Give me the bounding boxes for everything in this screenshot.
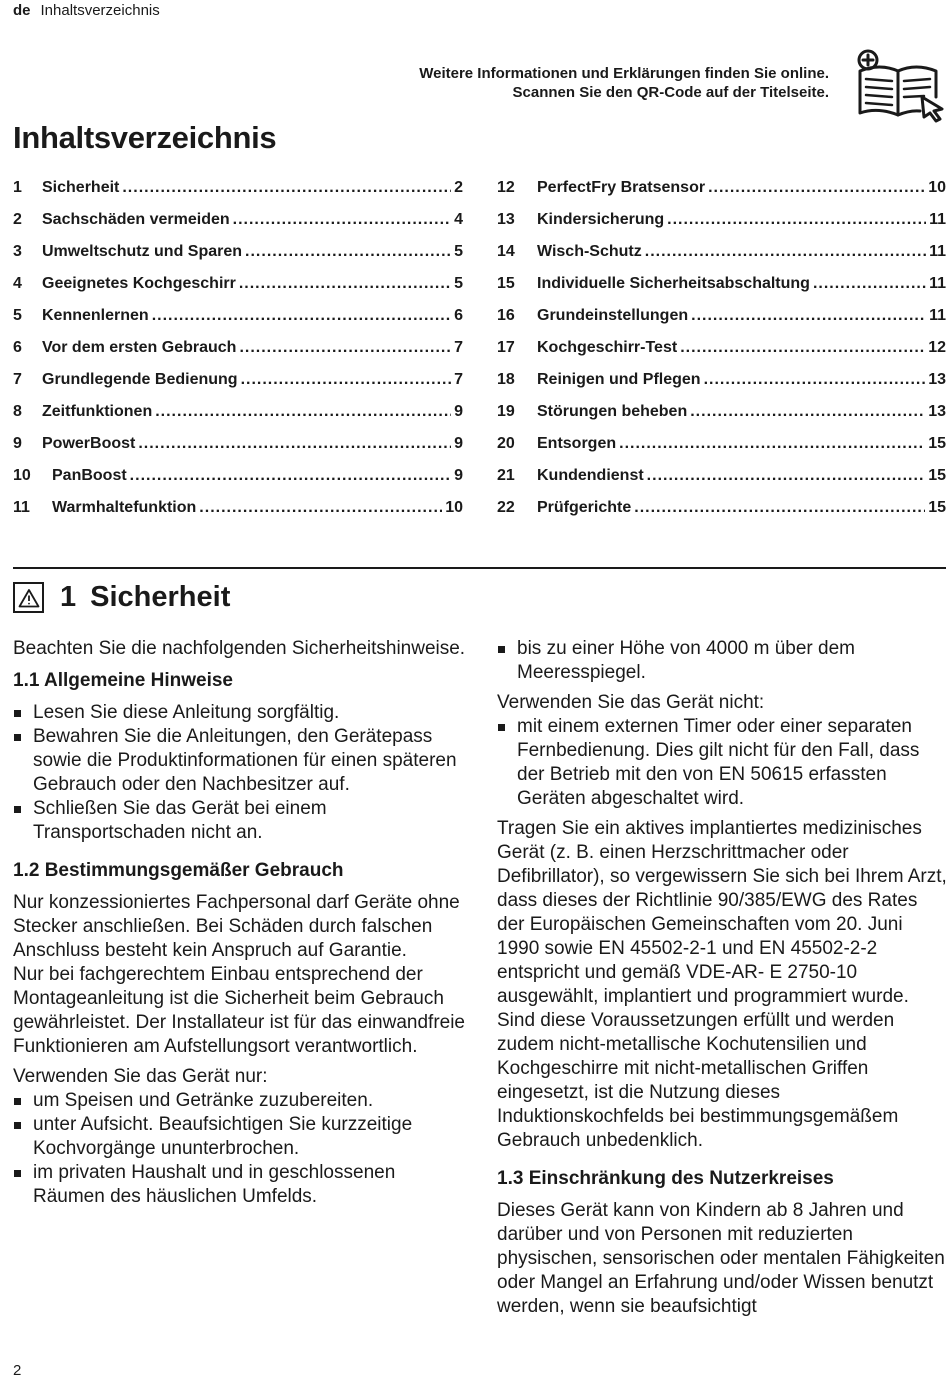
toc-number: 14 <box>497 243 515 260</box>
toc-entry[interactable] <box>13 403 463 435</box>
toc-label: Störungen beheben <box>537 403 688 420</box>
toc-leader <box>667 211 926 229</box>
toc-page: 4 <box>454 211 463 228</box>
toc-leader <box>813 275 926 293</box>
toc-entry[interactable] <box>497 499 946 531</box>
section-intro: Beachten Sie die nachfolgenden Sicherheitshinweise. <box>13 638 466 659</box>
toc-label: Warmhaltefunktion <box>52 499 197 516</box>
list-item: um Speisen und Getränke zuzubereiten. <box>13 1089 468 1113</box>
toc-leader <box>152 307 451 325</box>
toc-leader <box>691 307 926 325</box>
toc-number: 1 <box>13 179 22 196</box>
toc-entry[interactable] <box>497 435 946 467</box>
toc-entry[interactable] <box>497 179 946 211</box>
list-item: Bewahren Sie die Anleitungen, den Gerätepass sowie die Produktinformationen für einen späteren Gebrauch oder den Nachbesitzer auf. <box>13 725 468 797</box>
toc-label: Vor dem ersten Gebrauch <box>42 339 237 356</box>
toc-leader <box>619 435 925 453</box>
warning-triangle-icon <box>13 582 44 613</box>
toc-number: 2 <box>13 211 22 228</box>
toc-entry[interactable] <box>13 499 463 531</box>
toc-leader <box>708 179 925 197</box>
toc-page: 13 <box>928 371 946 388</box>
use-not-list <box>497 715 947 811</box>
toc-page: 9 <box>454 467 463 484</box>
toc-entry[interactable] <box>13 467 463 499</box>
toc-number: 7 <box>13 371 22 388</box>
section-title: Sicherheit <box>90 581 231 613</box>
toc-entry[interactable] <box>13 307 463 339</box>
toc-leader <box>130 467 451 485</box>
toc-page: 11 <box>929 243 946 260</box>
toc-leader <box>680 339 925 357</box>
toc-entry[interactable] <box>497 339 946 371</box>
toc-label: Individuelle Sicherheitsabschaltung <box>537 275 810 292</box>
toc-label: Entsorgen <box>537 435 617 452</box>
use-only-list-continued <box>497 637 947 685</box>
toc-entry[interactable] <box>497 307 946 339</box>
paragraph: Tragen Sie ein aktives implantiertes medizinisches Gerät (z. B. einen Herzschrittmacher oder Defibrillator), so vergewissern Sie sich bei Ihrem Arzt, dass dieses der Richtlinie 90/385/EWG des Rates der Europäischen Gemeinschaften vom 20. Juni 1990 sowie EN 45502-2-1 und EN 45502-2-2 entspricht und gemäß VDE-AR- E 2750-10 ausgewählt, implantiert und programmiert wurde. Sind diese Voraussetzungen erfüllt und werden zudem nicht-metallische Kochutensilien und Kochgeschirre mit nicht-metallischen Griffen eingesetzt, ist die Nutzung dieses Induktionskochfelds bei bestimmungsgemäßem Gebrauch unbedenklich. <box>497 818 947 1151</box>
toc-label: Kennenlernen <box>42 307 149 324</box>
toc-page: 7 <box>454 339 463 356</box>
toc-leader <box>233 211 451 229</box>
toc-number: 11 <box>13 499 30 516</box>
use-not-intro: Verwenden Sie das Gerät nicht: <box>497 692 765 713</box>
toc-entry[interactable] <box>13 339 463 371</box>
toc-leader <box>704 371 926 389</box>
toc-number: 8 <box>13 403 22 420</box>
paragraph: Nur bei fachgerechtem Einbau entsprechend der Montageanleitung ist die Sicherheit beim Gebrauch gewährleistet. Der Installateur ist für das einwandfreie Funktionieren am Aufstellungsort verantwortlich. <box>13 964 466 1057</box>
toc-page: 11 <box>929 307 946 324</box>
online-info-line2: Scannen Sie den QR-Code auf der Titelseite. <box>512 84 829 101</box>
toc-leader <box>122 179 451 197</box>
toc-page: 5 <box>454 275 463 292</box>
header-section: Inhaltsverzeichnis <box>40 2 160 19</box>
toc-leader <box>239 275 451 293</box>
toc-number: 6 <box>13 339 22 356</box>
right-text-column <box>497 637 947 1319</box>
toc-label: Grundlegende Bedienung <box>42 371 238 388</box>
open-book-plus-cursor-icon <box>854 47 946 123</box>
toc-page: 6 <box>454 307 463 324</box>
section-heading <box>13 581 230 614</box>
list-item: Schließen Sie das Gerät bei einem Transportschaden nicht an. <box>13 797 468 845</box>
toc-page: 9 <box>454 435 463 452</box>
toc-page: 10 <box>928 179 946 196</box>
use-only-intro: Verwenden Sie das Gerät nur: <box>13 1066 268 1087</box>
toc-number: 15 <box>497 275 515 292</box>
section-number: 1 <box>60 581 77 613</box>
online-info <box>419 64 829 102</box>
subsection-heading-1-2: 1.2 Bestimmungsgemäßer Gebrauch <box>13 860 344 881</box>
toc-leader <box>645 243 926 261</box>
toc-page: 11 <box>929 275 946 292</box>
toc-page: 13 <box>928 403 946 420</box>
general-notes-list <box>13 701 468 845</box>
toc-page: 12 <box>928 339 946 356</box>
toc-entry[interactable] <box>13 211 463 243</box>
toc-label: PowerBoost <box>42 435 136 452</box>
toc-number: 13 <box>497 211 515 228</box>
toc-label: Sachschäden vermeiden <box>42 211 230 228</box>
toc-label: Reinigen und Pflegen <box>537 371 701 388</box>
toc-leader <box>241 371 452 389</box>
toc-number: 10 <box>13 467 31 484</box>
toc-label: Kindersicherung <box>537 211 665 228</box>
toc-entry[interactable] <box>13 275 463 307</box>
list-item: unter Aufsicht. Beaufsichtigen Sie kurzzeitige Kochvorgänge ununterbrochen. <box>13 1113 468 1161</box>
list-item: mit einem externen Timer oder einer separaten Fernbedienung. Dies gilt nicht für den Fall, dass der Betrieb mit den von EN 50615 erfassten Geräten abgeschaltet wird. <box>497 715 947 811</box>
toc-page: 5 <box>454 243 463 260</box>
toc-label: Kochgeschirr-Test <box>537 339 678 356</box>
toc-page: 15 <box>928 499 946 516</box>
toc-entry[interactable] <box>13 179 463 211</box>
toc-number: 22 <box>497 499 515 516</box>
toc-label: Umweltschutz und Sparen <box>42 243 243 260</box>
use-only-list <box>13 1089 468 1209</box>
toc-label: PerfectFry Bratsensor <box>537 179 706 196</box>
toc-label: Prüfgerichte <box>537 499 632 516</box>
toc-number: 12 <box>497 179 515 196</box>
toc-left-column <box>13 179 463 531</box>
toc-number: 21 <box>497 467 515 484</box>
page-number: 2 <box>13 1362 22 1379</box>
toc-entry[interactable] <box>497 371 946 403</box>
list-item: im privaten Haushalt und in geschlossenen Räumen des häuslichen Umfelds. <box>13 1161 468 1209</box>
section-divider <box>13 567 946 569</box>
list-item: bis zu einer Höhe von 4000 m über dem Meeresspiegel. <box>497 637 947 685</box>
toc-entry[interactable] <box>497 403 946 435</box>
subsection-heading-1-3: 1.3 Einschränkung des Nutzerkreises <box>497 1168 834 1189</box>
toc-label: PanBoost <box>52 467 127 484</box>
toc-page: 9 <box>454 403 463 420</box>
toc-entry[interactable] <box>497 467 946 499</box>
list-item: Lesen Sie diese Anleitung sorgfältig. <box>13 701 468 725</box>
toc-page: 15 <box>928 467 946 484</box>
toc-number: 16 <box>497 307 515 324</box>
language-code: de <box>13 2 31 19</box>
toc-entry[interactable] <box>13 435 463 467</box>
toc-label: Geeignetes Kochgeschirr <box>42 275 236 292</box>
toc-leader <box>245 243 451 261</box>
toc-label: Wisch-Schutz <box>537 243 642 260</box>
paragraph: Nur konzessioniertes Fachpersonal darf Geräte ohne Stecker anschließen. Bei Schäden durch falschen Anschluss besteht kein Anspruch auf Garantie. <box>13 892 460 961</box>
toc-leader <box>239 339 451 357</box>
toc-label: Sicherheit <box>42 179 120 196</box>
toc-number: 5 <box>13 307 22 324</box>
toc-leader <box>634 499 925 517</box>
toc-number: 19 <box>497 403 515 420</box>
toc-leader <box>690 403 925 421</box>
paragraph: Dieses Gerät kann von Kindern ab 8 Jahren und darüber und von Personen mit reduzierten physischen, sensorischen oder mentalen Fähigkeiten oder Mangel an Erfahrung und/oder Wissen benutzt werden, wenn sie beaufsichtigt <box>497 1200 945 1317</box>
toc-label: Zeitfunktionen <box>42 403 153 420</box>
subsection-heading-1-1: 1.1 Allgemeine Hinweise <box>13 670 233 691</box>
toc-title: Inhaltsverzeichnis <box>13 120 277 155</box>
online-info-line1: Weitere Informationen und Erklärungen finden Sie online. <box>419 65 829 82</box>
toc-entry[interactable] <box>497 243 946 275</box>
toc-page: 7 <box>454 371 463 388</box>
toc-page: 10 <box>445 499 463 516</box>
left-text-column <box>13 637 468 1209</box>
toc-leader <box>138 435 451 453</box>
page-header <box>13 2 160 19</box>
toc-page: 11 <box>929 211 946 228</box>
toc-label: Grundeinstellungen <box>537 307 689 324</box>
toc-right-column <box>497 179 946 531</box>
toc-number: 3 <box>13 243 22 260</box>
toc-number: 4 <box>13 275 22 292</box>
toc-number: 9 <box>13 435 22 452</box>
toc-entry[interactable] <box>13 371 463 403</box>
toc-entry[interactable] <box>13 243 463 275</box>
toc-number: 20 <box>497 435 515 452</box>
toc-number: 18 <box>497 371 515 388</box>
toc-entry[interactable] <box>497 275 946 307</box>
toc-page: 2 <box>454 179 463 196</box>
toc-leader <box>647 467 926 485</box>
toc-entry[interactable] <box>497 211 946 243</box>
toc-leader <box>155 403 451 421</box>
toc-leader <box>199 499 442 517</box>
toc-page: 15 <box>928 435 946 452</box>
toc-label: Kundendienst <box>537 467 644 484</box>
toc-number: 17 <box>497 339 515 356</box>
